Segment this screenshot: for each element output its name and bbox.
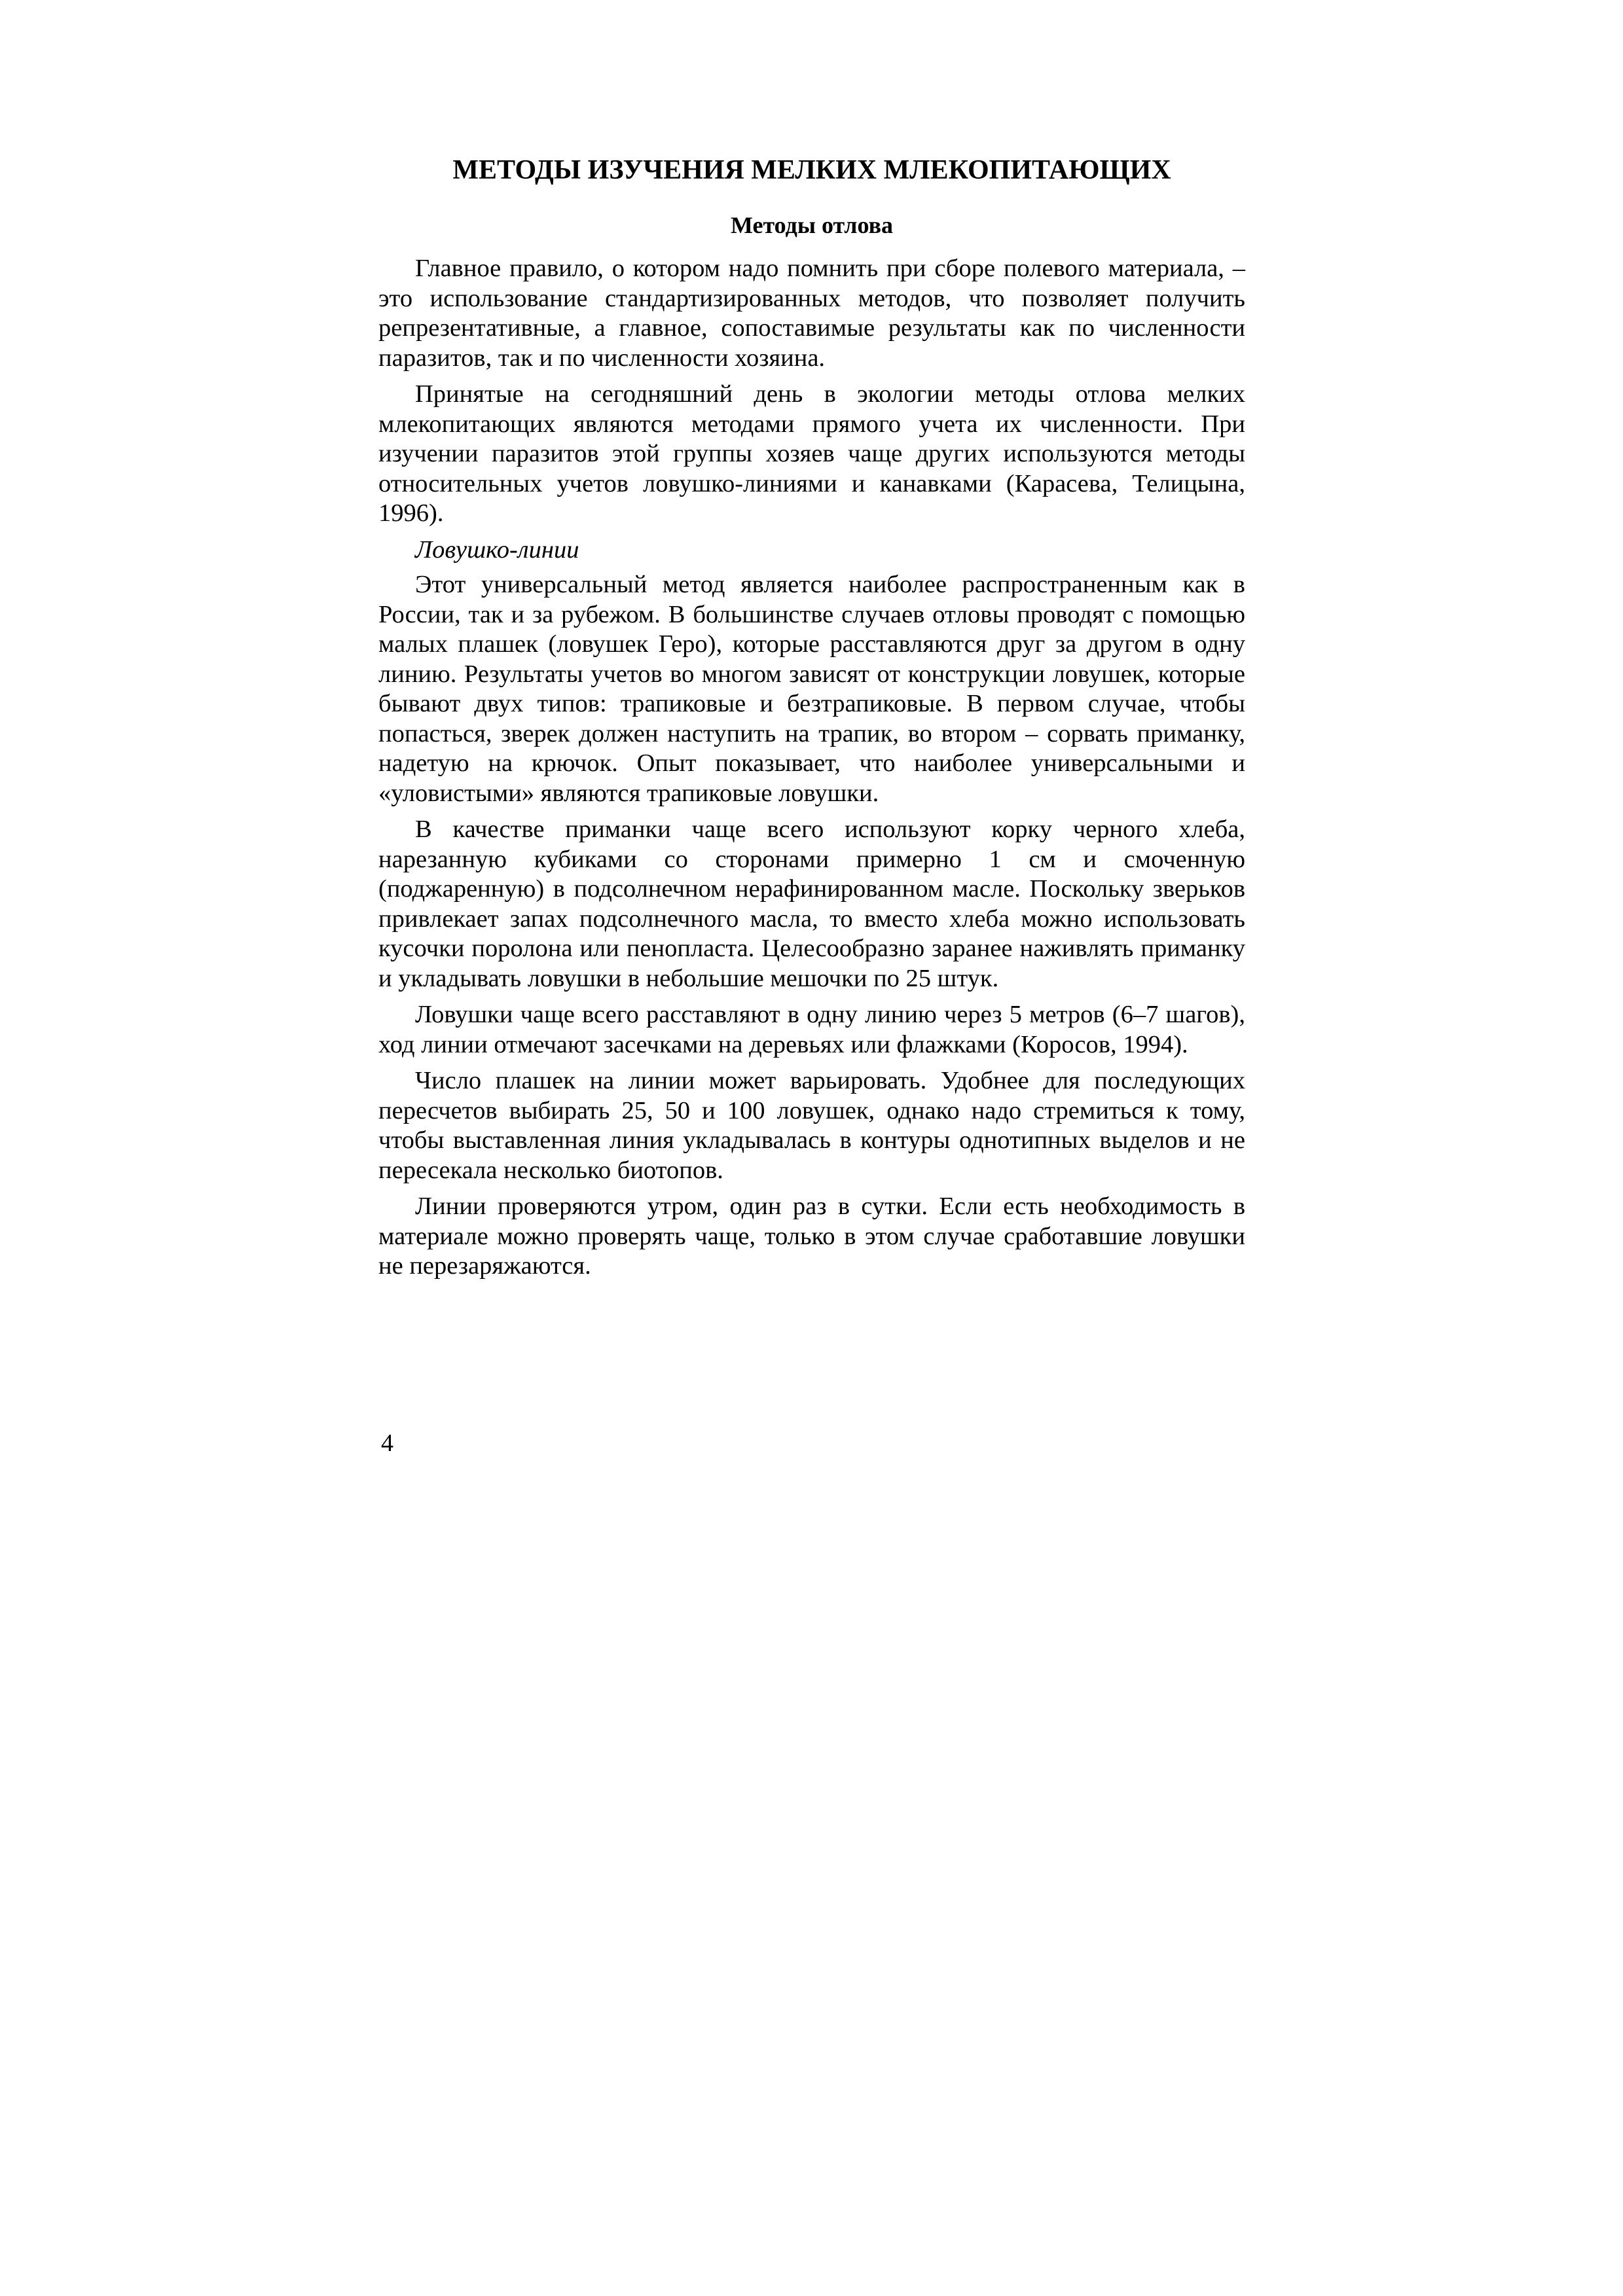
paragraph-standard-methods: Главное правило, о котором надо помнить при сборе полевого материала, – это использование стандартизированных методов, что позволяет получить репрезентативные, а главное, сопоставимые результаты как по численности паразитов, так и по численности хозяина. [378,255,1245,372]
subsection-title: Ловушко-линии [415,535,579,564]
page-title: МЕТОДЫ ИЗУЧЕНИЯ МЕЛКИХ МЛЕКОПИТАЮЩИХ [452,155,1171,185]
paragraph-trapping-methods: Принятые на сегодняшний день в экологии методы отлова мелких млекопитающих являются методами прямого учета их численности. При изучении паразитов этой группы хозяев чаще других используются методы относительных учетов ловушко-линиями и канавками (Карасева, Телицына, 1996). [378,380,1245,527]
paragraph-line-checking: Линии проверяются утром, один раз в сутки. Если есть необходимость в материале можно проверять чаще, только в этом случае сработавшие ловушки не перезаряжаются. [378,1193,1245,1280]
paragraph-trap-lines: Этот универсальный метод является наиболее распространенным как в России, так и за рубежом. В большинстве случаев отловы проводят с помощью малых плашек (ловушек Геро), которые расставляются друг за другом в одну линию. Результаты учетов во многом зависят от конструкции ловушек, которые бывают двух типов: трапиковые и безтрапиковые. В первом случае, чтобы попасться, зверек должен наступить на трапик, во втором – сорвать приманку, надетую на крючок. Опыт показывает, что наиболее универсальными и «уловистыми» являются трапиковые ловушки. [378,571,1245,807]
page-number: 4 [381,1429,393,1457]
section-title: Методы отлова [730,212,894,238]
paragraph-trap-count: Число плашек на линии может варьировать. Удобнее для последующих пересчетов выбирать 25, 50 и 100 ловушек, однако надо стремиться к тому, чтобы выставленная линия укладывалась в контуры однотипных выделов и не пересекала несколько биотопов. [378,1067,1245,1184]
page-content [378,152,1245,1288]
paragraph-bait: В качестве приманки чаще всего используют корку черного хлеба, нарезанную кубиками со сторонами примерно 1 см и смоченную (поджаренную) в подсолнечном нерафинированном масле. Поскольку зверьков привлекает запах подсолнечного масла, то вместо хлеба можно использовать кусочки поролона или пенопласта. Целесообразно заранее наживлять приманку и укладывать ловушки в небольшие мешочки по 25 штук. [378,816,1245,992]
paragraph-trap-spacing: Ловушки чаще всего расставляют в одну линию через 5 метров (6–7 шагов), ход линии отмечают засечками на деревьях или флажками (Коросов, 1994). [378,1001,1245,1058]
